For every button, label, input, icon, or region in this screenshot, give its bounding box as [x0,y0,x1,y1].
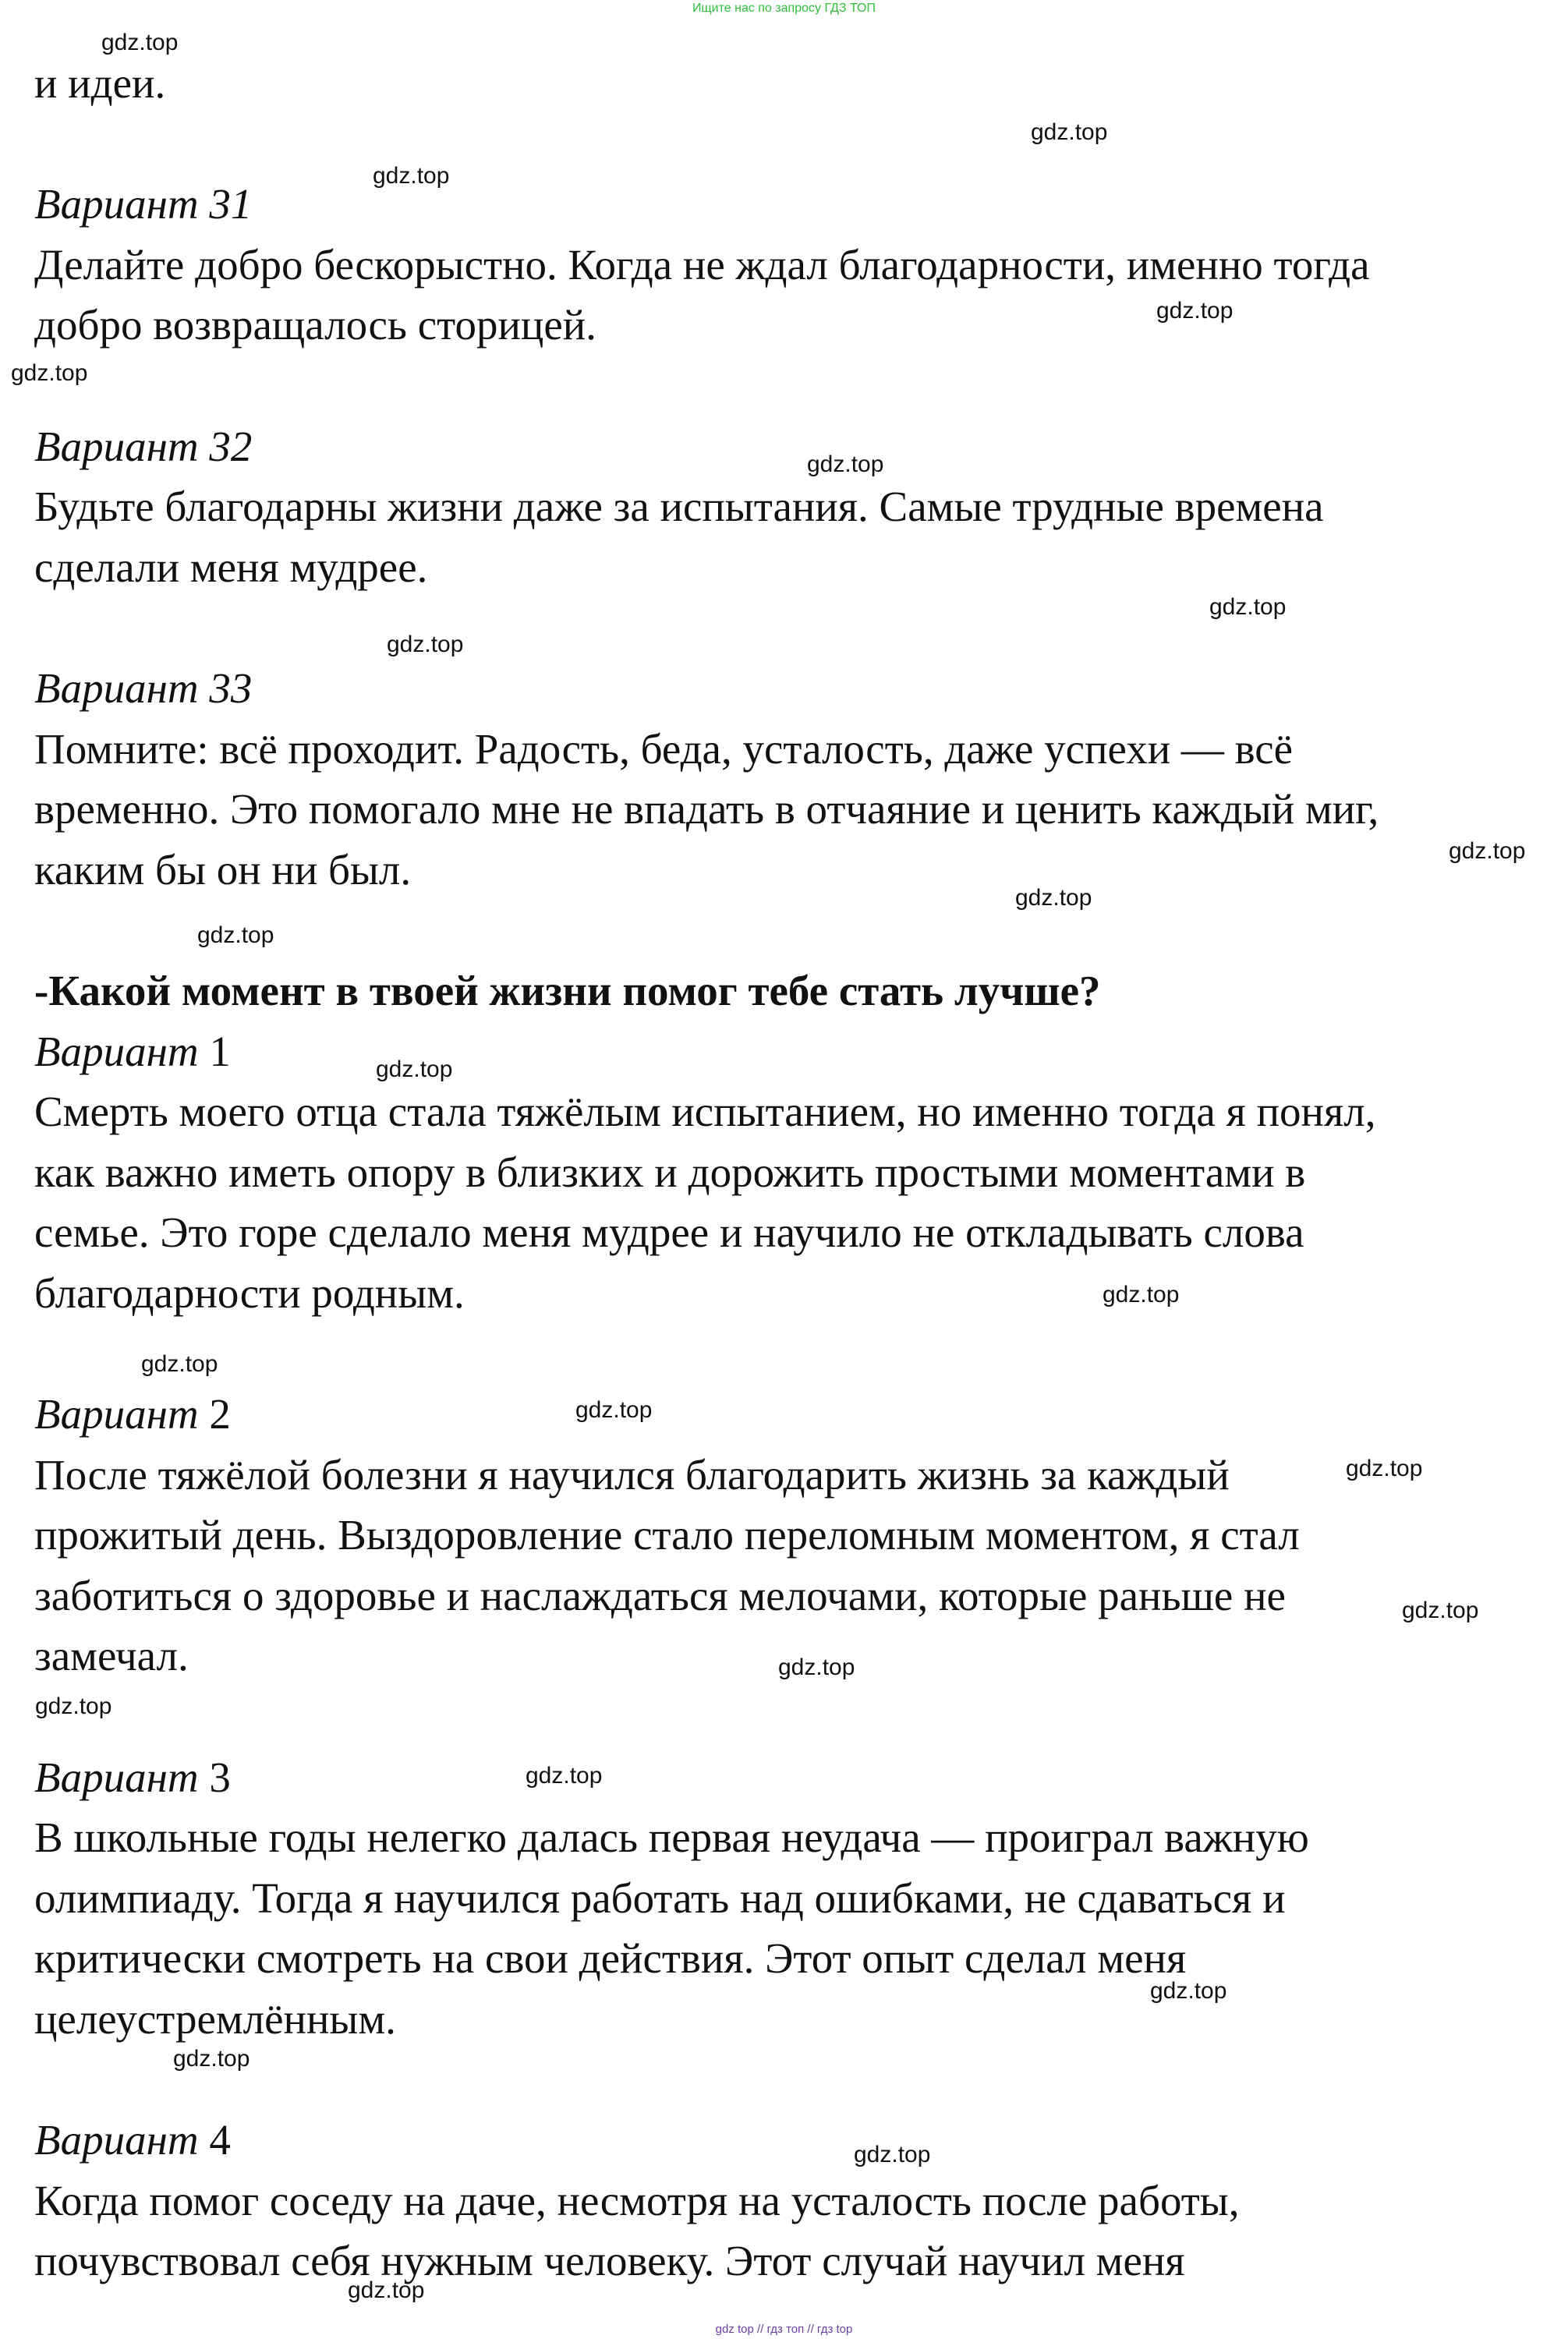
spacer [34,356,1516,416]
variant-text-line: Смерть моего отца стала тяжёлым испытанием, но именно тогда я понял, [34,1088,1376,1136]
watermark: gdz.top [1449,838,1526,864]
spacer [34,1686,1516,1747]
watermark: gdz.top [807,451,884,477]
watermark: gdz.top [1402,1598,1479,1623]
variant-word: Вариант [34,1753,199,1801]
variant-heading [34,1021,1516,1082]
watermark: gdz.top [173,2046,250,2072]
question-heading: -Какой момент в твоей жизни помог тебе стать лучше? [34,966,1101,1014]
variant-text-line: Будьте благодарны жизни даже за испытания. Самые трудные времена [34,483,1324,531]
variant-number: 1 [209,1027,231,1075]
watermark: gdz.top [1346,1456,1423,1481]
watermark: gdz.top [387,632,464,657]
watermark: gdz.top [526,1763,603,1789]
variant-text-line: критически смотреть на свои действия. Этот опыт сделал меня [34,1934,1187,1983]
watermark: gdz.top [197,922,274,948]
watermark: gdz.top [1150,1978,1227,2004]
spacer [34,2050,1516,2111]
variant-number: 3 [209,1753,231,1801]
variant-3 [34,1747,1516,2050]
spacer [34,114,1516,175]
watermark: gdz.top [141,1351,218,1377]
variant-text-line: благодарности родным. [34,1269,465,1317]
variant-number: 4 [209,2116,231,2164]
variant-text-line: Помните: всё проходит. Радость, беда, усталость, даже успехи — всё [34,724,1294,773]
variant-text-line: целеустремлённым. [34,1995,396,2043]
variant-text-line: После тяжёлой болезни я научился благодарить жизнь за каждый [34,1450,1230,1499]
variant-word: Вариант [34,1027,199,1075]
watermark: gdz.top [854,2142,931,2167]
watermark: gdz.top [1209,594,1287,620]
watermark: gdz.top [1031,119,1108,145]
watermark: gdz.top [1015,885,1092,911]
watermark: gdz.top [11,360,88,386]
variant-text-line: Когда помог соседу на даче, несмотря на усталость после работы, [34,2176,1240,2224]
variant-word: Вариант [34,1390,199,1438]
variant-text-line: прожитый день. Выздоровление стало переломным моментом, я стал [34,1511,1300,1559]
variant-31 [34,174,1516,356]
watermark: gdz.top [376,1056,453,1082]
variant-text-line: добро возвращалось сторицей. [34,301,596,349]
variant-33 [34,658,1516,900]
variant-text-line: В школьные годы нелегко далась первая неудача — проиграл важную [34,1814,1309,1862]
variant-text-line: как важно иметь опору в близких и дорожить простыми моментами в [34,1148,1306,1196]
variant-2 [34,1384,1516,1686]
variant-heading [34,2110,1516,2171]
variant-1 [34,1021,1516,1324]
variant-text-line: Делайте добро бескорыстно. Когда не ждал благодарности, именно тогда [34,240,1370,288]
variant-text-line: олимпиаду. Тогда я научился работать над ошибками, не сдаваться и [34,1874,1286,1922]
variant-text-line: семье. Это горе сделало меня мудрее и научило не откладывать слова [34,1208,1304,1257]
watermark: gdz.top [1103,1282,1180,1308]
variant-text-line: заботиться о здоровье и наслаждаться мелочами, которые раньше не [34,1571,1286,1619]
variant-heading: Вариант 31 [34,180,253,228]
spacer [34,1323,1516,1384]
spacer [34,597,1516,658]
top-search-banner: Ищите нас по запросу ГДЗ ТОП [692,2,876,15]
watermark: gdz.top [575,1397,653,1423]
variant-heading [34,1747,1516,1808]
watermark: gdz.top [778,1654,855,1680]
footer-links[interactable]: gdz top // гдз топ // гдз top [715,2323,853,2336]
intro-tail: и идеи. [34,59,166,107]
variant-word: Вариант [34,2116,199,2164]
variant-text-line: замечал. [34,1632,189,1680]
watermark: gdz.top [373,163,450,189]
variant-text-line: каким бы он ни был. [34,845,412,893]
variant-32 [34,416,1516,598]
variant-heading: Вариант 33 [34,663,253,712]
variant-heading: Вариант 32 [34,422,253,470]
variant-number: 2 [209,1390,231,1438]
variant-text-line: временно. Это помогало мне не впадать в отчаяние и ценить каждый миг, [34,785,1379,833]
variant-heading [34,1384,1516,1445]
variant-text-line: почувствовал себя нужным человеку. Этот случай научил меня [34,2237,1185,2285]
document-body [34,53,1516,2291]
variant-text-line: сделали меня мудрее. [34,543,428,591]
watermark: gdz.top [1156,298,1234,324]
variant-4 [34,2110,1516,2291]
watermark: gdz.top [35,1693,112,1719]
watermark: gdz.top [101,30,179,55]
watermark: gdz.top [348,2277,425,2303]
